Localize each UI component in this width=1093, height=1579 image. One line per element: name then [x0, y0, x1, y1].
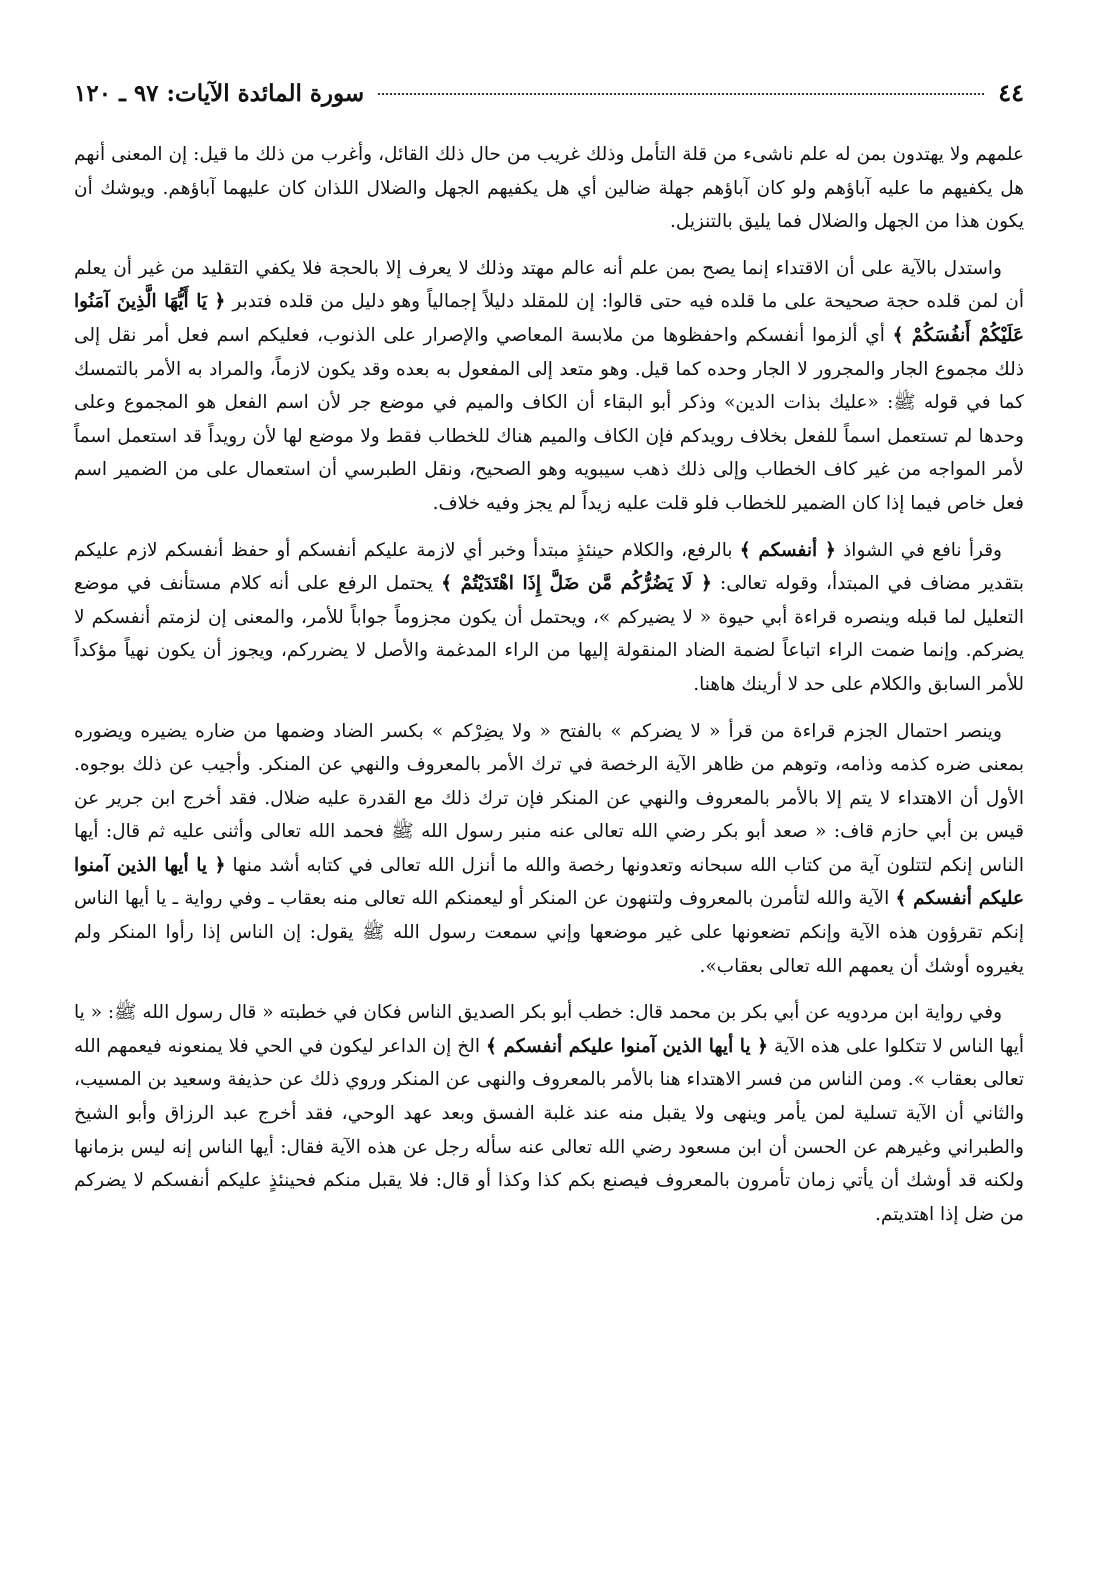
text-segment: الخ إن الداعر ليكون في الحي فلا يمنعونه فيعمهم الله تعالى بعقاب ». ومن الناس من فسر الاهتداء هنا بالأمر بالمعروف والنهى عن المنكر وروي ذلك عن حذيفة وسعيد بن المسيب، والثاني أن الآية تسلية لمن يأمر وينهى ولا يقبل منه عند غلبة الفسق وبعد عهد الوحي، فقد أخرج عبد الرزاق وأبو الشيخ والطبراني وغيرهم عن الحسن أن ابن مسعود رضي الله تعالى عنه سأله رجل عن هذه الآية فقال: أيها الناس إنه ليس بزمانها ولكنه قد أوشك أن يأتي زمان تأمرون بالمعروف فيصنع بكم كذا وكذا أو قال: فلا يقبل منكم فحينئذٍ عليكم أنفسكم لا يضركم من ضل إذا اهتديتم. [74, 1035, 1024, 1225]
quran-quote: ﴿ أنفسكم ﴾ [739, 539, 836, 561]
paragraph-5 [74, 996, 1024, 1231]
text-segment: يحتمل الرفع على أنه كلام مستأنف في موضع التعليل لما قبله وينصره قراءة أبي حيوة « لا يضيركم »، ويحتمل أن يكون مجزوماً جواباً للأمر، والمعنى إن لزمتم أنفسكم لا يضركم. وإنما ضمت الراء اتباعاً لضمة الضاد المنقولة إليها من الراء المدغمة والأصل لا يضرركم، ويجوز أن يكون نهياً مؤكداً للأمر السابق والكلام على حد لا أرينك هاهنا. [74, 573, 1024, 695]
text-segment: الآية والله لتأمرن بالمعروف ولتنهون عن المنكر أو ليعمنكم الله تعالى منه بعقاب ـ وفي رواية ـ يا أيها الناس إنكم تقرؤون هذه الآية وإنكم تضعونها على غير موضعها وإني سمعت رسول الله ﷺ يقول: إن الناس إذا رأوا المنكر ولم يغيروه أوشك أن يعمهم الله تعالى بعقاب». [74, 888, 1024, 977]
main-text [74, 138, 1024, 1231]
paragraph-4 [74, 715, 1024, 984]
quran-quote: ﴿ يَا أَيُّهَا الَّذِينَ آمَنُوا عَلَيْكُمْ أَنفُسَكُمْ ﴾ [74, 291, 1024, 346]
quran-quote: ﴿ لَا يَضُرُّكُم مَّن ضَلَّ إِذَا اهْتَدَيْتُمْ ﴾ [441, 573, 712, 595]
text-segment: وفي رواية ابن مردويه عن أبي بكر بن محمد قال: خطب أبو بكر الصديق الناس فكان في خطبته « قال رسول الله ﷺ: « يا أيها الناس لا تتكلوا على هذه الآية [74, 1002, 1024, 1057]
paragraph-1 [74, 138, 1024, 239]
running-header [74, 78, 1024, 118]
text-segment: واستدل بالآية على أن الاقتداء إنما يصح بمن علم أنه عالم مهتد وذلك لا يعرف إلا بالحجة فلا يكفي التقليد من غير أن يعلم أن لمن قلده حجة صحيحة على ما قلده فيه حتى قالوا: إن للمقلد دليلاً إجمالياً وهو دليل من قلده فتدبر [74, 257, 1024, 313]
text-segment: وقرأ نافع في الشواذ [835, 539, 1002, 561]
quran-quote: ﴿ يا أيها الذين آمنوا عليكم أنفسكم ﴾ [486, 1035, 769, 1057]
paragraph-2 [74, 252, 1024, 521]
page-number: ٤٤ [998, 78, 1024, 107]
running-title: سورة المائدة الآيات: ٩٧ ـ ١٢٠ [74, 80, 365, 107]
text-segment: علمهم ولا يهتدون بمن له علم ناشىء من قلة التأمل وذلك غريب من حال ذلك القائل، وأغرب من ذلك ما قيل: إن المعنى أنهم هل يكفيهم ما عليه آباؤهم ولو كان آباؤهم جهلة ضالين أي هل يكفيهم الجهل والضلال اللذان كان عليهما آباؤهم. ويوشك أن يكون هذا من الجهل والضلال فما يليق بالتنزيل. [74, 144, 1024, 233]
quran-quote: ﴿ يا أيها الذين آمنوا عليكم أنفسكم ﴾ [74, 854, 1024, 910]
paragraph-3 [74, 534, 1024, 702]
text-segment: وينصر احتمال الجزم قراءة من قرأ « لا يضركم » بالفتح « ولا يضِرْكم » بكسر الضاد وضمها من ضاره يضيره ويضوره بمعنى ضره كذمه وذامه، وتوهم من ظاهر الآية الرخصة في ترك الأمر بالمعروف والنهي عن المنكر. وأجيب عن ذلك بوجوه. الأول أن الاهتداء لا يتم إلا بالأمر بالمعروف والنهي عن المنكر فإن ترك ذلك مع القدرة عليه ضلال. فقد أخرج ابن جرير عن قيس بن أبي حازم قاف: « صعد أبو بكر رضي الله تعالى عنه منبر رسول الله ﷺ فحمد الله تعالى وأثنى عليه ثم قال: أيها الناس إنكم لتتلون آية من كتاب الله سبحانه وتعدونها رخصة والله ما أنزل الله تعالى في كتابه أشد منها [74, 720, 1024, 876]
dotted-leader [378, 93, 984, 95]
text-segment: أي ألزموا أنفسكم واحفظوها من ملابسة المعاصي والإصرار على الذنوب، فعليكم اسم فعل أمر نقل إلى ذلك مجموع الجار والمجرور لا الجار وحده كما قيل. وهو متعد إلى المفعول به بعده وقد يكون لازماً، والمراد به الأمر بالتمسك كما في قوله ﷺ: «عليك بذات الدين» وذكر أبو البقاء أن الكاف والميم في موضع جر لأن اسم الفعل هو المجموع وعلى وحدها لم تستعمل اسماً للفعل بخلاف رويدكم فإن الكاف والميم هناك للخطاب فقط ولا موضع لها لأن رويداً قد استعمل اسماً لأمر المواجه من غير كاف الخطاب وإلى ذلك ذهب سيبويه وهو الصحيح، ونقل الطبرسي أن استعمال على من الضمير اسم فعل خاص فيما إذا كان الضمير للخطاب فلو قلت عليه زيداً لم يجز وفيه خلاف. [74, 324, 1024, 514]
page [74, 78, 1024, 1244]
text-segment: بالرفع، والكلام حينئذٍ مبتدأ وخبر أي لازمة عليكم أنفسكم أو حفظ أنفسكم لازم عليكم بتقدير مضاف في المبتدأ، وقوله تعالى: [74, 539, 1024, 595]
